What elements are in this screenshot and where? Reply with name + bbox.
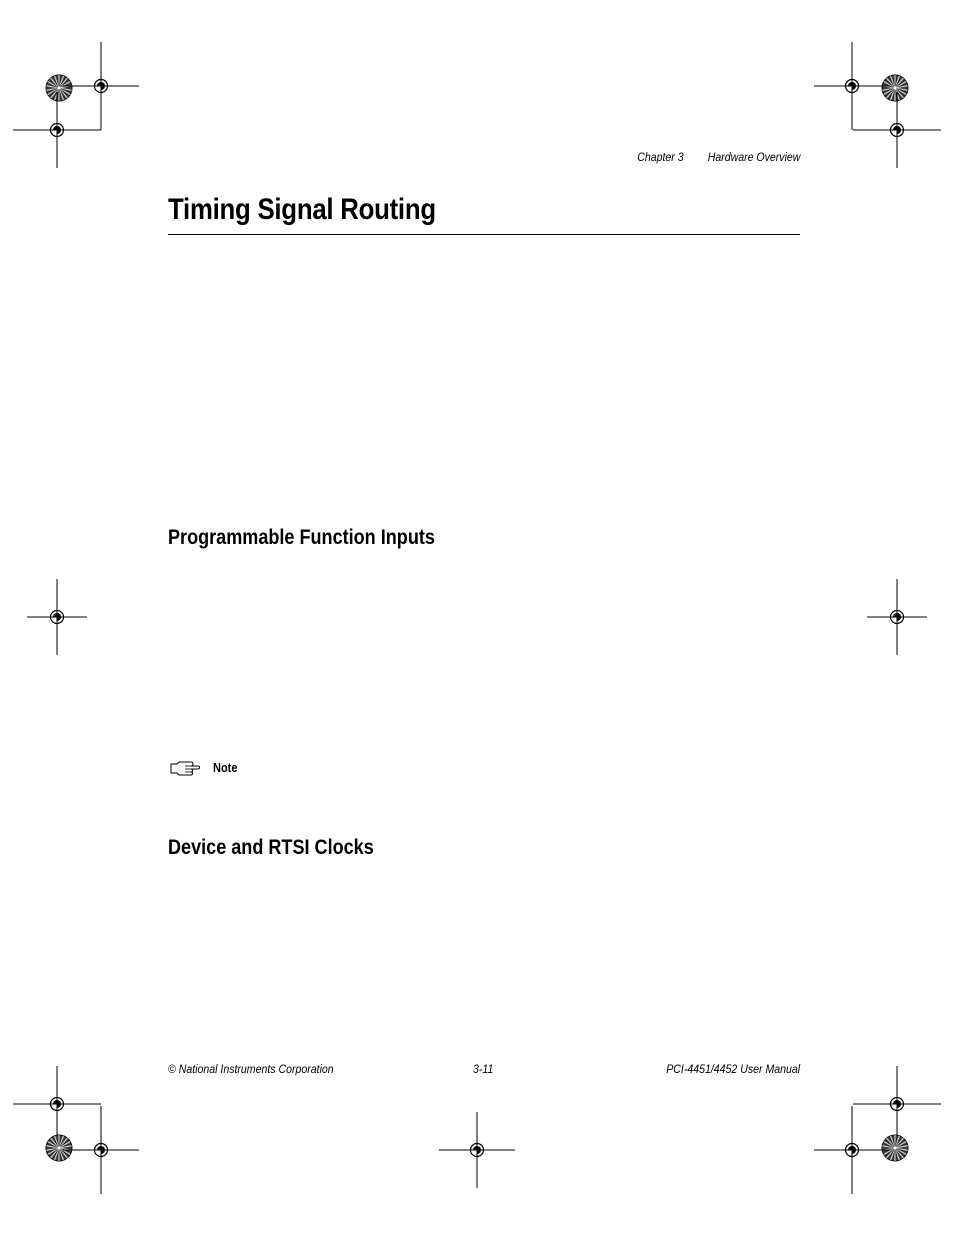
registration-crosshair-icon bbox=[851, 84, 943, 176]
heading-programmable-function-inputs: Programmable Function Inputs bbox=[168, 526, 435, 549]
header-chapter: Chapter 3 bbox=[636, 150, 684, 164]
registration-crosshair-icon bbox=[55, 1104, 147, 1196]
footer-manual-title: PCI-4451/4452 User Manual bbox=[666, 1062, 800, 1076]
heading-device-and-rtsi-clocks: Device and RTSI Clocks bbox=[168, 836, 374, 859]
registration-crosshair-icon bbox=[857, 577, 937, 657]
footer-page-number: 3-11 bbox=[473, 1062, 494, 1076]
page-title: Timing Signal Routing bbox=[168, 193, 436, 226]
header-section: Hardware Overview bbox=[707, 150, 800, 164]
registration-crosshair-icon bbox=[17, 577, 97, 657]
title-rule bbox=[168, 234, 800, 235]
registration-crosshair-icon bbox=[806, 1104, 898, 1196]
pointing-hand-icon bbox=[170, 761, 200, 782]
registration-crosshair-icon bbox=[11, 84, 103, 176]
registration-crosshair-icon bbox=[437, 1110, 517, 1190]
running-header bbox=[637, 150, 800, 164]
note-label: Note bbox=[213, 761, 238, 775]
footer-copyright: © National Instruments Corporation bbox=[168, 1062, 334, 1076]
